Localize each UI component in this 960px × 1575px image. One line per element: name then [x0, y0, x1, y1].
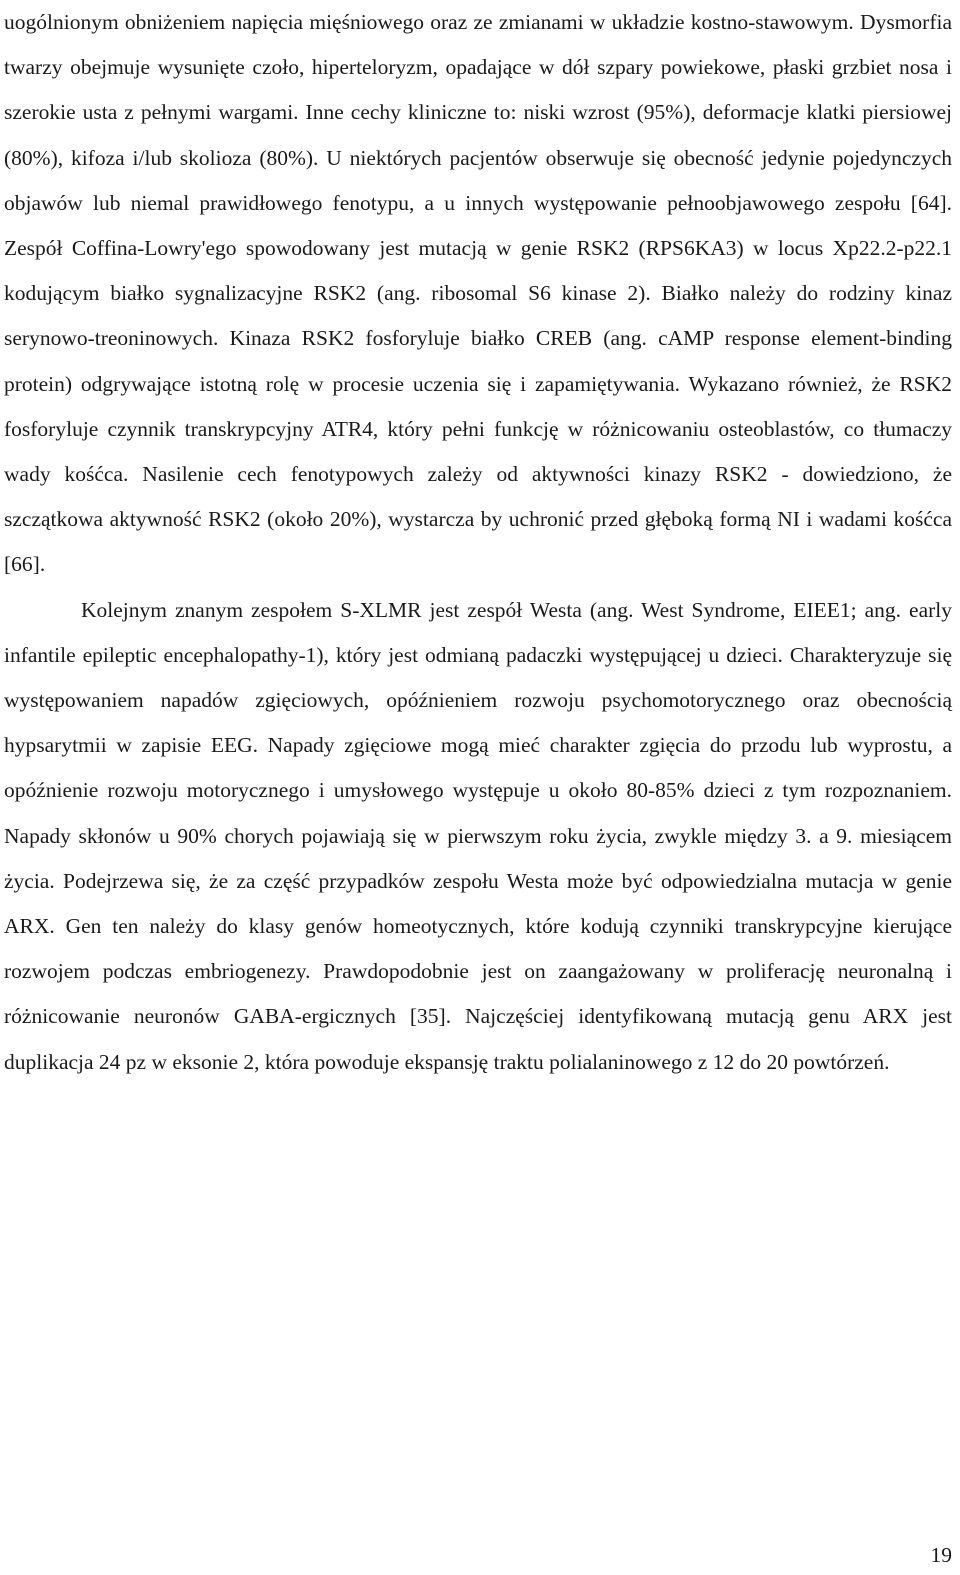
paragraph-west-syndrome: Kolejnym znanym zespołem S-XLMR jest zespół Westa (ang. West Syndrome, EIEE1; ang. early infantile epileptic encephalopathy-1), który jest odmianą padaczki występującej u dzieci. Charakteryzuje się występowaniem napadów zgięciowych, opóźnieniem rozwoju psychomotorycznego oraz obecnością hypsarytmii w zapisie EEG. Napady zgięciowe mogą mieć charakter zgięcia do przodu lub wyprostu, a opóźnienie rozwoju motorycznego i umysłowego występuje u około 80-85% dzieci z tym rozpoznaniem. Napady skłonów u 90% chorych pojawiają się w pierwszym roku życia, zwykle między 3. a 9. miesiącem życia. Podejrzewa się, że za część przypadków zespołu Westa może być odpowiedzialna mutacja w genie ARX. Gen ten należy do klasy genów homeotycznych, które kodują czynniki transkrypcyjne kierujące rozwojem podczas embriogenezy. Prawdopodobnie jest on zaangażowany w proliferację neuronalną i różnicowanie neuronów GABA-ergicznych [35]. Najczęściej identyfikowaną mutacją genu ARX jest duplikacja 24 pz w eksonie 2, która powoduje ekspansję traktu polialaninowego z 12 do 20 powtórzeń. — [4, 597, 952, 1074]
paragraph-coffin-lowry: uogólnionym obniżeniem napięcia mięśniowego oraz ze zmianami w układzie kostno-stawowym. Dysmorfia twarzy obejmuje wysunięte czoło, hiperteloryzm, opadające w dół szpary powiekowe, płaski grzbiet nosa i szerokie usta z pełnymi wargami. Inne cechy kliniczne to: niski wzrost (95%), deformacje klatki piersiowej (80%), kifoza i/lub skolioza (80%). U niektórych pacjentów obserwuje się obecność jedynie pojedynczych objawów lub niemal prawidłowego fenotypu, a u innych występowanie pełnoobjawowego zespołu [64]. Zespół Coffina-Lowry'ego spowodowany jest mutacją w genie RSK2 (RPS6KA3) w locus Xp22.2-p22.1 kodującym białko sygnalizacyjne RSK2 (ang. ribosomal S6 kinase 2). Białko należy do rodziny kinaz serynowo-treoninowych. Kinaza RSK2 fosforyluje białko CREB (ang. cAMP response element-binding protein) odgrywające istotną rolę w procesie uczenia się i zapamiętywania. Wykazano również, że RSK2 fosforyluje czynnik transkrypcyjny ATR4, który pełni funkcję w różnicowaniu osteoblastów, co tłumaczy wady kośćca. Nasilenie cech fenotypowych zależy od aktywności kinazy RSK2 - dowiedziono, że szczątkowa aktywność RSK2 (około 20%), wystarcza by uchronić przed głęboką formą NI i wadami kośćca [66]. — [4, 10, 952, 577]
page-number: 19 — [930, 1543, 952, 1567]
document-page — [4, 0, 952, 1085]
